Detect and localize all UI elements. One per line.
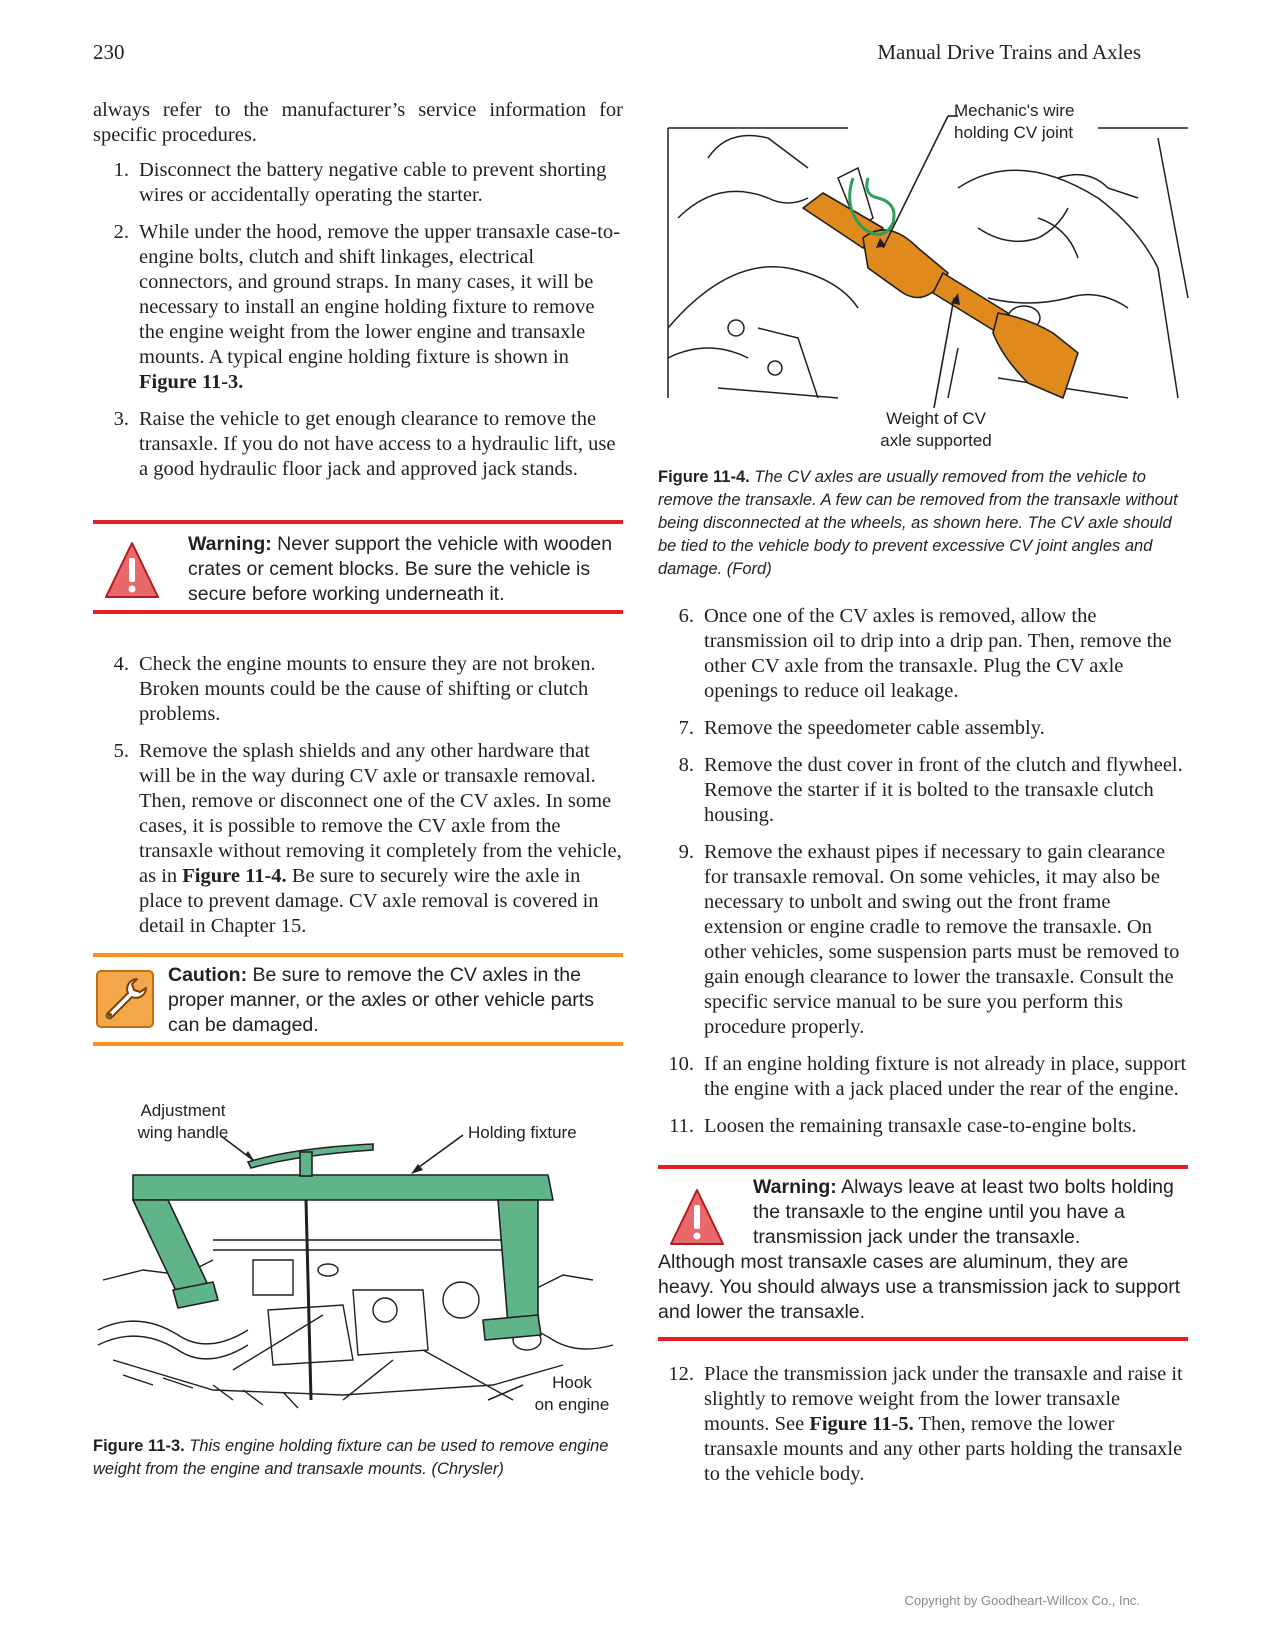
step-6 bbox=[658, 604, 1190, 704]
caution-label: Caution: bbox=[168, 964, 248, 986]
step-7 bbox=[658, 716, 1190, 741]
warning-box-1 bbox=[93, 520, 623, 616]
warning-text-1 bbox=[188, 532, 618, 607]
step-2 bbox=[93, 220, 623, 395]
step-text: While under the hood, remove the upper transaxle case-to-engine bolts, clutch and shift linkages, electrical connectors, and ground straps. In many cases, it will be necessary to install an engine holding fixture to remove the engine weight from the lower engine and transaxle mounts. A typical engine holding fixture is shown in bbox=[139, 221, 620, 368]
intro-paragraph: always refer to the manufacturer’s service information for specific procedures. bbox=[93, 99, 623, 146]
step-text: Raise the vehicle to get enough clearance to remove the transaxle. If you do not have access to a hydraulic lift, use a good hydraulic floor jack and approved jack stands. bbox=[139, 408, 616, 480]
step-number: 4. bbox=[113, 653, 129, 675]
step-number: 7. bbox=[678, 717, 694, 739]
step-text-continued: Be sure to securely wire the axle in place to prevent damage. CV axle removal is covered in detail in Chapter 15. bbox=[139, 865, 599, 937]
step-number: 12. bbox=[668, 1363, 694, 1385]
step-text: Check the engine mounts to ensure they are not broken. Broken mounts could be the cause of shifting or clutch problems. bbox=[139, 653, 596, 725]
warning-body: Always leave at least two bolts holding the transaxle to the engine until you have a transmission jack under the transaxle. bbox=[753, 1176, 1174, 1248]
running-head: Manual Drive Trains and Axles bbox=[877, 40, 1141, 64]
warning-label: Warning: bbox=[753, 1176, 837, 1198]
wrench-icon bbox=[95, 969, 155, 1029]
figure-reference: Figure 11-3. bbox=[139, 371, 244, 393]
right-column-bottom bbox=[658, 1362, 1190, 1499]
engine-holding-fixture-illustration bbox=[93, 1100, 623, 1430]
caption-text: The CV axles are usually removed from the vehicle to remove the transaxle. A few can be removed from the transaxle without being disconnected at the wheels, as shown here. The CV axle should be tied to the vehicle body to prevent excessive CV joint angles and damage. (Ford) bbox=[658, 468, 1178, 578]
step-text: Remove the dust cover in front of the clutch and flywheel. Remove the starter if it is bolted to the transaxle clutch housing. bbox=[704, 754, 1183, 826]
step-number: 1. bbox=[113, 159, 129, 181]
right-column-middle bbox=[658, 604, 1190, 1151]
warning-body: Never support the vehicle with wooden crates or cement blocks. Be sure the vehicle is secure before working underneath it. bbox=[188, 533, 613, 605]
step-text: Once one of the CV axles is removed, allow the transmission oil to drip into a drip pan. Then, remove the other CV axle from the transaxle. Plug the CV axle openings to reduce oil leakage. bbox=[704, 605, 1172, 702]
holding-fixture-label: Holding fixture bbox=[468, 1123, 577, 1142]
warning-bottom-rule bbox=[658, 1337, 1188, 1341]
left-column-top bbox=[93, 98, 623, 494]
step-number: 11. bbox=[669, 1115, 694, 1137]
step-number: 2. bbox=[113, 221, 129, 243]
step-number: 9. bbox=[678, 841, 694, 863]
figure-reference: Figure 11-4. bbox=[182, 865, 287, 887]
caption-text: This engine holding fixture can be used to remove engine weight from the engine and transaxle mounts. (Chrysler) bbox=[93, 1437, 609, 1478]
warning-triangle-icon bbox=[668, 1187, 726, 1249]
step-number: 8. bbox=[678, 754, 694, 776]
step-number: 6. bbox=[678, 605, 694, 627]
warning-text-2a bbox=[753, 1175, 1183, 1250]
caution-top-rule bbox=[93, 953, 623, 957]
steps-6-11 bbox=[658, 604, 1190, 1139]
warning-triangle-icon bbox=[103, 540, 161, 602]
figure-11-4-caption bbox=[658, 466, 1190, 581]
step-4 bbox=[93, 652, 623, 727]
step-12-list bbox=[658, 1362, 1190, 1487]
step-8 bbox=[658, 753, 1190, 828]
caution-text bbox=[168, 963, 618, 1038]
hook-on-engine-label: Hook on engine bbox=[534, 1373, 610, 1414]
page-number: 230 bbox=[93, 40, 125, 64]
step-text: Remove the exhaust pipes if necessary to gain clearance for transaxle removal. On some vehicles, it may also be necessary to unbolt and swing out the front frame extension or engine cradle to remove the transaxle. On other vehicles, some suspension parts must be removed to gain enough clearance to lower the transaxle. Consult the specific service manual to be sure you perform this procedure properly. bbox=[704, 841, 1180, 1038]
figure-11-4 bbox=[658, 98, 1190, 478]
caution-body: Be sure to remove the CV axles in the proper manner, or the axles or other vehicle parts can be damaged. bbox=[168, 964, 594, 1036]
step-text: If an engine holding fixture is not already in place, support the engine with a jack placed under the rear of the engine. bbox=[704, 1053, 1187, 1100]
caution-bottom-rule bbox=[93, 1042, 623, 1046]
step-10 bbox=[658, 1052, 1190, 1102]
step-12 bbox=[658, 1362, 1190, 1487]
figure-reference: Figure 11-5. bbox=[809, 1413, 914, 1435]
weight-of-cv-axle-label: Weight of CV axle supported bbox=[880, 409, 992, 450]
warning-top-rule bbox=[658, 1165, 1188, 1169]
cv-axle-illustration bbox=[658, 98, 1190, 418]
step-text: Place the transmission jack under the transaxle and raise it slightly to remove weight from the lower transaxle mounts. See bbox=[704, 1363, 1183, 1435]
figure-label: Figure 11-3. bbox=[93, 1437, 185, 1455]
step-5 bbox=[93, 739, 623, 939]
steps-1-3 bbox=[93, 158, 623, 482]
steps-4-5 bbox=[93, 652, 623, 939]
copyright-notice: Copyright by Goodheart-Willcox Co., Inc. bbox=[904, 1593, 1140, 1608]
step-9 bbox=[658, 840, 1190, 1040]
adjustment-wing-handle-label: Adjustment wing handle bbox=[137, 1101, 229, 1142]
figure-label: Figure 11-4. bbox=[658, 468, 750, 486]
step-text: Loosen the remaining transaxle case-to-engine bolts. bbox=[704, 1115, 1137, 1137]
left-column-middle bbox=[93, 652, 623, 951]
step-number: 10. bbox=[668, 1053, 694, 1075]
step-text: Disconnect the battery negative cable to prevent shorting wires or accidentally operating the starter. bbox=[139, 159, 607, 206]
step-text: Remove the speedometer cable assembly. bbox=[704, 717, 1045, 739]
warning-label: Warning: bbox=[188, 533, 272, 555]
step-11 bbox=[658, 1114, 1190, 1139]
step-3 bbox=[93, 407, 623, 482]
caution-box bbox=[93, 953, 623, 1048]
warning-top-rule bbox=[93, 520, 623, 524]
figure-11-3-caption bbox=[93, 1435, 623, 1481]
warning-bottom-rule bbox=[93, 610, 623, 614]
step-1 bbox=[93, 158, 623, 208]
step-text-continued: Then, remove the lower transaxle mounts and any other parts holding the transaxle to the vehicle body. bbox=[704, 1413, 1183, 1485]
step-text: Remove the splash shields and any other hardware that will be in the way during CV axle or transaxle removal. Then, remove or disconnect one of the CV axles. In some cases, it is possible to remove the CV axle from the transaxle without removing it completely from the vehicle, as in bbox=[139, 740, 622, 887]
figure-11-3 bbox=[93, 1100, 623, 1540]
step-number: 5. bbox=[113, 740, 129, 762]
mechanics-wire-label: Mechanic's wire holding CV joint bbox=[954, 101, 1075, 142]
warning-text-2b: Although most transaxle cases are aluminum, they are heavy. You should always use a transmission jack to support and lower the transaxle. bbox=[658, 1251, 1181, 1323]
step-number: 3. bbox=[113, 408, 129, 430]
warning-box-2 bbox=[658, 1165, 1188, 1323]
